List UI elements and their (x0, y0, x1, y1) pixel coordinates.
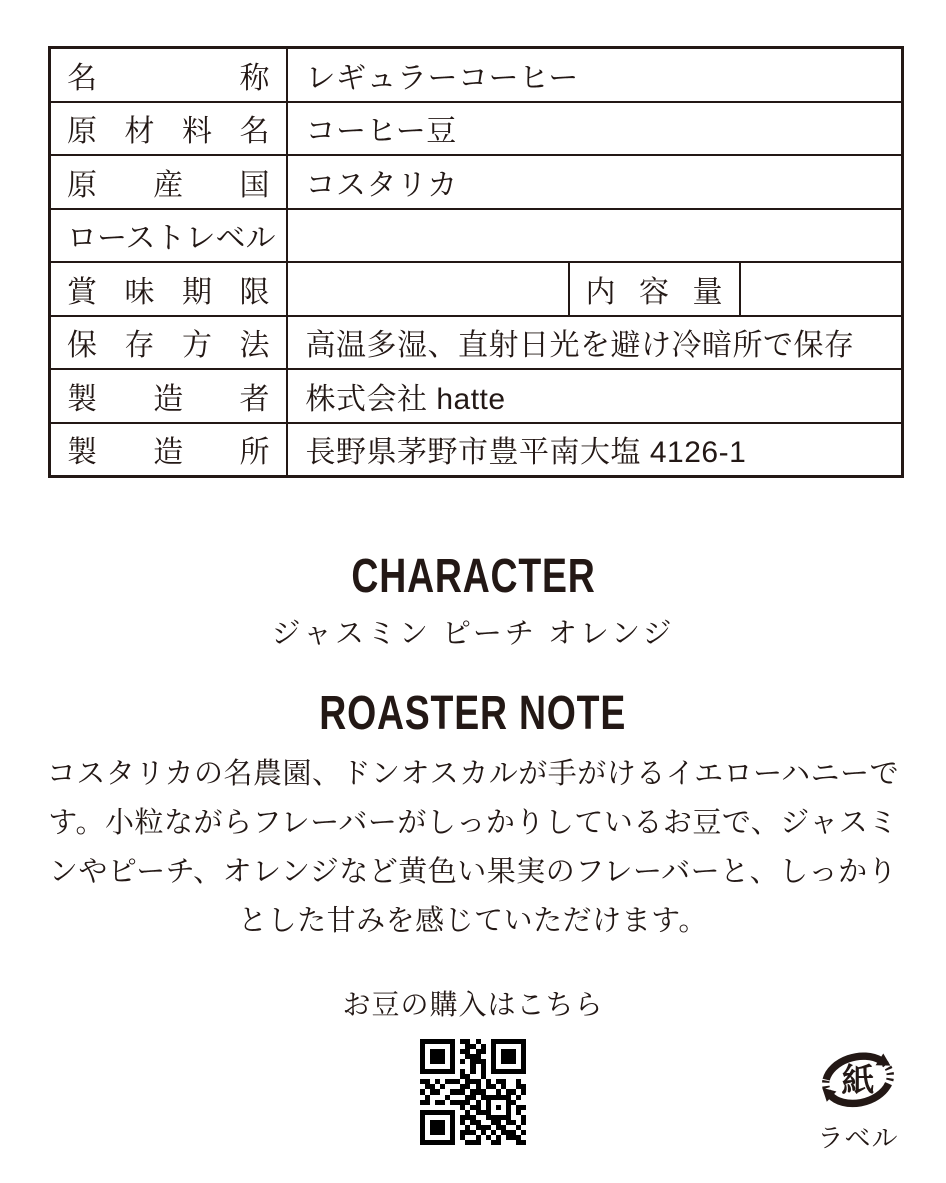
table-row-origin (50, 155, 903, 209)
row-value-origin: コスタリカ (287, 155, 903, 209)
row-label-net-content: 内容量 (569, 262, 740, 316)
row-value-factory: 長野県茅野市豊平南大塩 4126-1 (287, 423, 903, 477)
row-label-name: 名称 (50, 48, 287, 102)
table-row-manufacturer (50, 369, 903, 423)
row-value-best-before (287, 262, 569, 316)
row-label-roast-level: ローストレベル (50, 209, 287, 263)
row-label-manufacturer: 製造者 (50, 369, 287, 423)
roaster-note-line: ンやピーチ、オレンジなど黄色い果実のフレーバーと、しっかり (48, 856, 898, 888)
product-info-table (48, 46, 904, 478)
recycle-material-kanji: 紙 (841, 1061, 875, 1099)
row-label-storage: 保存方法 (50, 316, 287, 370)
character-flavors: ジャスミン ピーチ オレンジ (271, 618, 675, 650)
qr-code (420, 1039, 526, 1145)
table-row-best-before (50, 262, 903, 316)
roaster-note-line: コスタリカの名農園、ドンオスカルが手がけるイエローハニーで (46, 758, 900, 790)
row-value-net-content (740, 262, 903, 316)
roaster-note-line: とした甘みを感じていただけます。 (238, 905, 708, 937)
roaster-note-paragraph (0, 750, 946, 946)
roaster-note-section (0, 686, 946, 741)
table-row-roast-level (50, 209, 903, 263)
paper-recycle-icon (817, 1042, 899, 1116)
row-value-manufacturer: 株式会社 hatte (287, 369, 903, 423)
purchase-caption: お豆の購入はこちら (342, 989, 604, 1020)
row-value-storage: 高温多湿、直射日光を避け冷暗所で保存 (287, 316, 903, 370)
table-row-storage (50, 316, 903, 370)
table-row-ingredients (50, 102, 903, 156)
roaster-note-line: す。小粒ながらフレーバーがしっかりしているお豆で、ジャスミ (48, 807, 898, 839)
table-row-factory (50, 423, 903, 477)
row-value-roast-level (287, 209, 903, 263)
character-section (0, 549, 946, 604)
row-label-factory: 製造所 (50, 423, 287, 477)
row-value-name: レギュラーコーヒー (287, 48, 903, 102)
character-heading: CHARACTER (350, 550, 596, 603)
paper-recycling-mark (816, 1042, 900, 1155)
row-label-ingredients: 原材料名 (50, 102, 287, 156)
row-label-best-before: 賞味期限 (50, 262, 287, 316)
recycle-mark-label: ラベル (817, 1123, 899, 1153)
roaster-note-heading: ROASTER NOTE (319, 687, 627, 740)
row-value-ingredients: コーヒー豆 (287, 102, 903, 156)
row-label-origin: 原産国 (50, 155, 287, 209)
table-row-name (50, 48, 903, 102)
